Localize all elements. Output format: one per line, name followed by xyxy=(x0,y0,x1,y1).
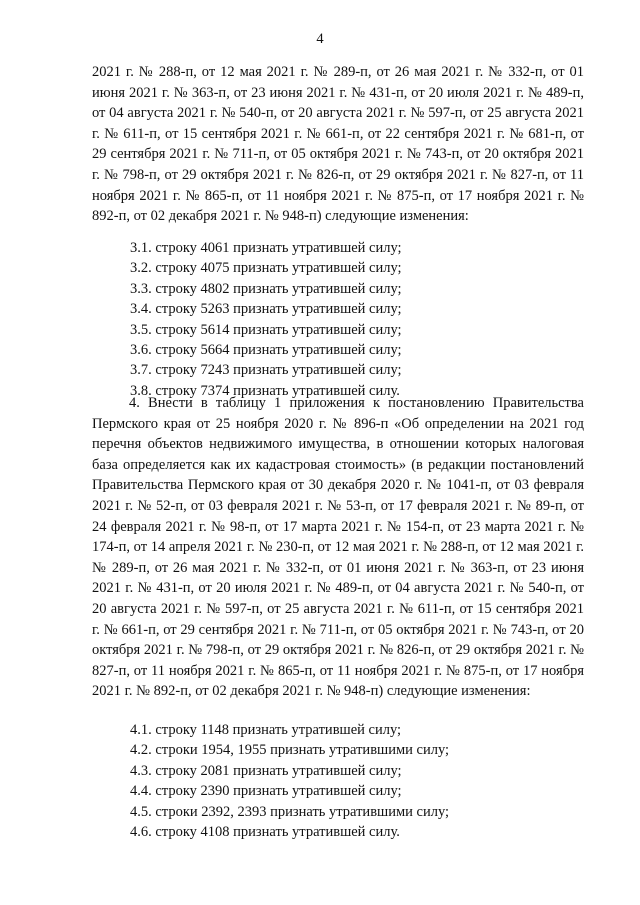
list-item: 3.4. строку 5263 признать утратившей силу; xyxy=(130,301,402,318)
list-item: 3.6. строку 5664 признать утратившей силу; xyxy=(130,342,402,359)
list-item: 4.5. строки 2392, 2393 признать утратившими силу; xyxy=(130,803,450,820)
list-item: 3.5. строку 5614 признать утратившей силу; xyxy=(130,321,402,338)
list-item: 4.4. строку 2390 признать утратившей силу; xyxy=(130,783,402,800)
list-item: 3.8. строку 7374 признать утратившей силу. xyxy=(130,382,400,399)
amendment-list-3 xyxy=(130,238,402,401)
list-item: 3.1. строку 4061 признать утратившей силу; xyxy=(130,240,402,256)
list-item: 3.2. строку 4075 признать утратившей силу; xyxy=(130,260,402,277)
paragraph-4: 4. Внести в таблицу 1 приложения к постановлению Правительства Пермского края от 25 ноября 2020 г. № 896-п «Об определении на 2021 год перечня объектов недвижимого имущества, в отношении которых налоговая база определяется как их кадастровая стоимость» (в редакции постановлений Правительства Пермского края от 30 декабря 2020 г. № 1041-п, от 03 февраля 2021 г. № 52-п, от 03 февраля 2021 г. № 53-п, от 17 февраля 2021 г. № 89-п, от 24 февраля 2021 г. № 98-п, от 17 марта 2021 г. № 154-п, от 23 марта 2021 г. № 174-п, от 14 апреля 2021 г. № 230-п, от 12 мая 2021 г. № 288-п, от 12 мая 2021 г. № 289-п, от 26 мая 2021 г. № 332-п, от 01 июня 2021 г. № 363-п, от 23 июня 2021 г. № 431-п, от 20 июля 2021 г. № 489-п, от 04 августа 2021 г. № 540-п, от 20 августа 2021 г. № 597-п, от 25 августа 2021 г. № 611-п, от 15 сентября 2021 г. № 661-п, от 29 сентября 2021 г. № 711-п, от 05 октября 2021 г. № 743-п, от 20 октября 2021 г. № 798-п, от 29 октября 2021 г. № 826-п, от 29 октября 2021 г. № 827-п, от 11 ноября 2021 г. № 865-п, от 11 ноября 2021 г. № 875-п, от 17 ноября 2021 г. № 892-п, от 02 декабря 2021 г. № 948-п) следующие изменения: xyxy=(92,395,584,700)
list-item: 4.3. строку 2081 признать утратившей силу; xyxy=(130,762,402,779)
list-item: 3.3. строку 4802 признать утратившей силу; xyxy=(130,280,402,297)
list-item: 4.2. строки 1954, 1955 признать утратившими силу; xyxy=(130,742,450,759)
page-number: 4 xyxy=(316,31,324,47)
list-item: 4.6. строку 4108 признать утратившей силу. xyxy=(130,824,400,841)
amendment-list-4 xyxy=(130,720,449,842)
list-item: 3.7. строку 7243 признать утратившей силу; xyxy=(130,362,402,379)
paragraph-continuation: 2021 г. № 288-п, от 12 мая 2021 г. № 289-п, от 26 мая 2021 г. № 332-п, от 01 июня 2021 г. № 363-п, от 23 июня 2021 г. № 431-п, от 20 июля 2021 г. № 489-п, от 04 августа 2021 г. № 540-п, от 20 августа 2021 г. № 597-п, от 25 августа 2021 г. № 611-п, от 15 сентября 2021 г. № 661-п, от 22 сентября 2021 г. № 681-п, от 29 сентября 2021 г. № 711-п, от 05 октября 2021 г. № 743-п, от 20 октября 2021 г. № 798-п, от 29 октября 2021 г. № 826-п, от 29 октября 2021 г. № 827-п, от 11 ноября 2021 г. № 865-п, от 11 ноября 2021 г. № 875-п, от 17 ноября 2021 г. № 892-п, от 02 декабря 2021 г. № 948-п) следующие изменения: xyxy=(92,64,584,225)
list-item: 4.1. строку 1148 признать утратившей силу; xyxy=(130,722,402,738)
